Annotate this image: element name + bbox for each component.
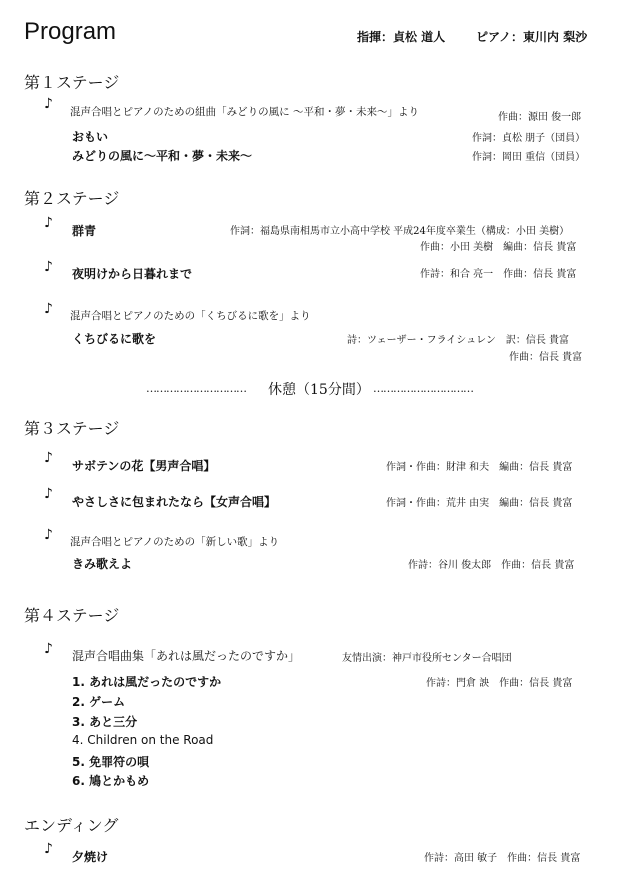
stage3-song3-title: きみ歌えよ	[72, 557, 133, 571]
music-note-icon: ♪	[44, 259, 53, 275]
stage1-suite: 混声合唱とピアノのための組曲「みどりの風に ～平和・夢・未来～」より	[70, 106, 419, 118]
music-note-icon: ♪	[44, 527, 53, 543]
list-item: 6. 鳩とかもめ	[72, 774, 150, 788]
stage1-song2-credit: 作詞：岡田 重信（団員）	[472, 152, 586, 163]
stage3-song2-credit: 作詞・作曲：荒井 由実 編曲：信長 貴富	[386, 498, 573, 509]
ending-credit: 作詩：高田 敏子 作曲：信長 貴富	[424, 853, 581, 864]
list-item: 1. あれは風だったのですか	[72, 675, 222, 689]
pianist: ピアノ：東川内 梨沙	[476, 30, 588, 44]
stage2-song1-title: 群青	[72, 224, 97, 238]
conductor: 指揮：貞松 道人	[357, 30, 446, 44]
intermission-dots-right: …………………………	[373, 382, 473, 395]
stage2-song1-credit2: 作曲：小田 美樹 編曲：信長 貴富	[420, 242, 577, 253]
stage1-song2-title: みどりの風に～平和・夢・未来～	[72, 149, 253, 163]
stage2-song3-title: くちびるに歌を	[72, 332, 157, 346]
list-item: 2. ゲーム	[72, 695, 126, 709]
stage2-song3-credit1: 詩：ツェーザー・フライシュレン 訳：信長 貴富	[347, 335, 570, 346]
stage1-song1-credit: 作詞：貞松 朋子（団員）	[472, 133, 586, 144]
stage3-song2-title: やさしさに包まれたなら【女声合唱】	[72, 495, 277, 509]
music-note-icon: ♪	[44, 841, 53, 857]
list-item: 3. あと三分	[72, 715, 138, 729]
ending-title: エンディング	[24, 816, 119, 835]
stage3-song1-title: サボテンの花【男声合唱】	[72, 459, 216, 473]
music-note-icon: ♪	[44, 301, 53, 317]
stage4-title: 第４ステージ	[24, 606, 120, 625]
stage3-song1-credit: 作詞・作曲：財津 和夫 編曲：信長 貴富	[386, 462, 573, 473]
stage2-song1-credit1: 作詞：福島県南相馬市立小高中学校 平成24年度卒業生（構成：小田 美樹）	[230, 226, 570, 237]
list-item: 4. Children on the Road	[72, 733, 214, 747]
music-note-icon: ♪	[44, 450, 53, 466]
stage2-song2-credit: 作詩：和合 亮一 作曲：信長 貴富	[420, 269, 577, 280]
music-note-icon: ♪	[44, 96, 53, 112]
stage2-song3-intro: 混声合唱とピアノのための「くちびるに歌を」より	[70, 310, 311, 322]
stage2-song2-title: 夜明けから日暮れまで	[72, 267, 193, 281]
stage1-title: 第１ステージ	[24, 73, 120, 92]
music-note-icon: ♪	[44, 486, 53, 502]
stage3-song3-credit: 作詩：谷川 俊太郎 作曲：信長 貴富	[408, 560, 575, 571]
stage4-credit: 作詩：門倉 詇 作曲：信長 貴富	[426, 678, 573, 689]
list-item: 5. 免罪符の唄	[72, 755, 150, 769]
stage3-song3-intro: 混声合唱とピアノのための「新しい歌」より	[70, 536, 280, 548]
stage4-suite: 混声合唱曲集「あれは風だったのですか」	[72, 649, 301, 663]
stage4-guest: 友情出演：神戸市役所センター合唱団	[342, 653, 512, 664]
intermission-dots-left: …………………………	[146, 382, 246, 395]
stage1-suite-credit: 作曲：源田 俊一郎	[498, 112, 582, 123]
ending-song-title: 夕焼け	[72, 850, 109, 864]
stage2-title: 第２ステージ	[24, 189, 120, 208]
stage2-song3-credit2: 作曲：信長 貴富	[509, 352, 583, 363]
music-note-icon: ♪	[44, 215, 53, 231]
music-note-icon: ♪	[44, 641, 53, 657]
stage1-song1-title: おもい	[72, 130, 109, 144]
stage3-title: 第３ステージ	[24, 419, 120, 438]
page-title: Program	[24, 18, 117, 45]
intermission-text: 休憩（15分間）	[268, 382, 370, 398]
